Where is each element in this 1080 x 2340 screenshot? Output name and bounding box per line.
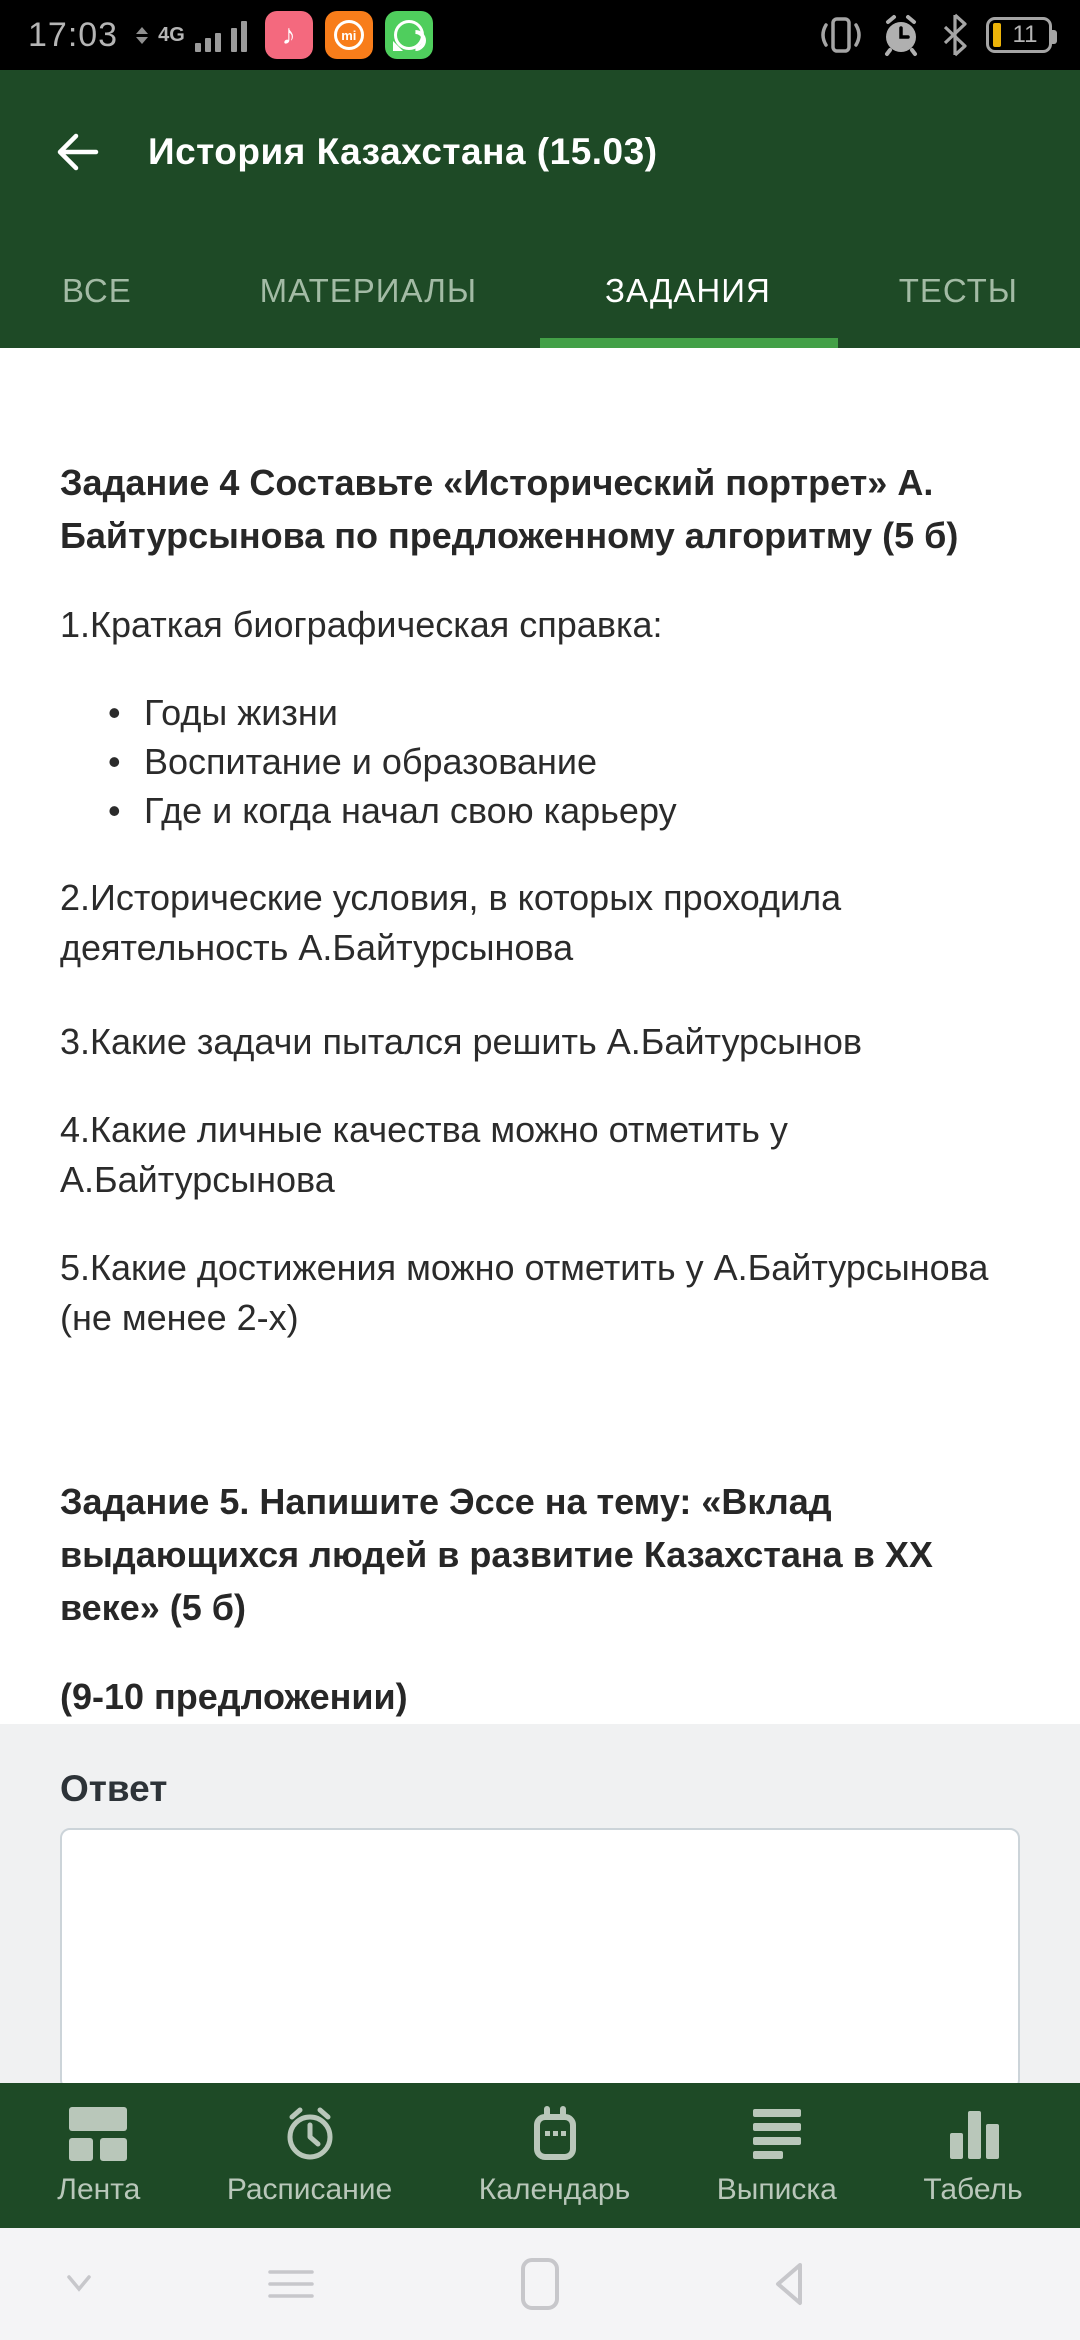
menu-icon[interactable] — [266, 2259, 316, 2309]
nav-label: Календарь — [478, 2172, 631, 2206]
vibrate-icon — [818, 12, 864, 58]
list-item: • Воспитание и образование — [96, 737, 1020, 786]
nav-item-feed[interactable] — [57, 2105, 140, 2207]
task4-point4: 4.Какие личные качества можно отметить у А.Байтурсынова — [60, 1109, 788, 1200]
report-chart-icon — [941, 2105, 1005, 2163]
status-left — [28, 16, 247, 55]
tab-bar — [0, 234, 1080, 348]
battery-percent: 11 — [1012, 21, 1038, 48]
answer-input[interactable] — [60, 1828, 1020, 2090]
home-icon[interactable] — [518, 2255, 562, 2313]
clock: 17:03 — [28, 15, 119, 54]
whatsapp-app-icon — [385, 11, 433, 59]
task4-point1: 1.Краткая биографическая справка: — [60, 604, 663, 645]
nav-item-report[interactable] — [923, 2105, 1022, 2207]
status-right — [818, 12, 1052, 58]
feed-icon — [67, 2105, 131, 2163]
notification-icons — [265, 11, 433, 59]
statement-icon — [745, 2105, 809, 2163]
battery-icon — [986, 17, 1052, 53]
header — [0, 70, 1080, 348]
tab-all[interactable]: ВСЕ — [62, 272, 132, 309]
battery-fill — [993, 23, 1001, 47]
task4-bullet-list — [60, 688, 1020, 835]
music-app-icon: ♪ — [265, 11, 313, 59]
nav-label: Выписка — [716, 2172, 837, 2206]
task4-title: Задание 4 Составьте «Исторический портрет» А. Байтурсынова по предложенному алгоритму (5 б) — [60, 462, 959, 556]
task5-title: Задание 5. Напишите Эссе на тему: «Вклад выдающихся людей в развитие Казахстана в ХХ веке» (5 б) — [60, 1481, 933, 1628]
alarm-icon — [878, 12, 924, 58]
data-arrows-icon — [136, 27, 148, 44]
nav-item-calendar[interactable] — [479, 2105, 630, 2207]
nav-label: Расписание — [226, 2172, 393, 2206]
task5-note: (9-10 предложении) — [60, 1676, 408, 1717]
assignment-content — [0, 348, 1080, 1724]
back-icon[interactable] — [768, 2259, 812, 2309]
task4-point3: 3.Какие задачи пытался решить А.Байтурсынов — [60, 1021, 862, 1062]
android-nav-bar — [0, 2228, 1080, 2340]
tab-assignments[interactable]: ЗАДАНИЯ — [605, 272, 771, 309]
schedule-alarm-icon — [278, 2105, 342, 2163]
list-item: • Где и когда начал свою карьеру — [96, 786, 1020, 835]
mi-fitness-app-icon: mi — [325, 11, 373, 59]
signal-bars-2-icon — [231, 18, 247, 52]
tab-tests[interactable]: ТЕСТЫ — [898, 272, 1018, 309]
calendar-icon — [523, 2105, 587, 2163]
list-item: • Годы жизни — [96, 688, 1020, 737]
task4-point5: 5.Какие достижения можно отметить у А.Байтурсынова (не менее 2-х) — [60, 1247, 989, 1338]
app-bar — [0, 70, 1080, 234]
task4-point2: 2.Исторические условия, в которых проходила деятельность А.Байтурсынова — [60, 877, 842, 968]
nav-label: Лента — [57, 2172, 141, 2206]
network-type-label: 4G — [158, 23, 185, 46]
arrow-left-icon — [50, 126, 102, 178]
tab-materials[interactable]: МАТЕРИАЛЫ — [259, 272, 478, 309]
answer-label: Ответ — [60, 1768, 168, 1809]
bluetooth-icon — [938, 12, 972, 58]
bottom-nav — [0, 2083, 1080, 2228]
page-title: История Казахстана (15.03) — [148, 131, 658, 172]
answer-section — [0, 1724, 1080, 2083]
nav-label: Табель — [923, 2172, 1023, 2206]
nav-item-schedule[interactable] — [227, 2105, 392, 2207]
signal-bars-icon — [195, 18, 221, 52]
nav-item-statement[interactable] — [717, 2105, 837, 2207]
status-bar — [0, 0, 1080, 70]
active-tab-indicator — [540, 338, 838, 348]
back-button[interactable] — [48, 124, 104, 180]
hide-bar-chevron-icon[interactable] — [57, 2267, 101, 2301]
